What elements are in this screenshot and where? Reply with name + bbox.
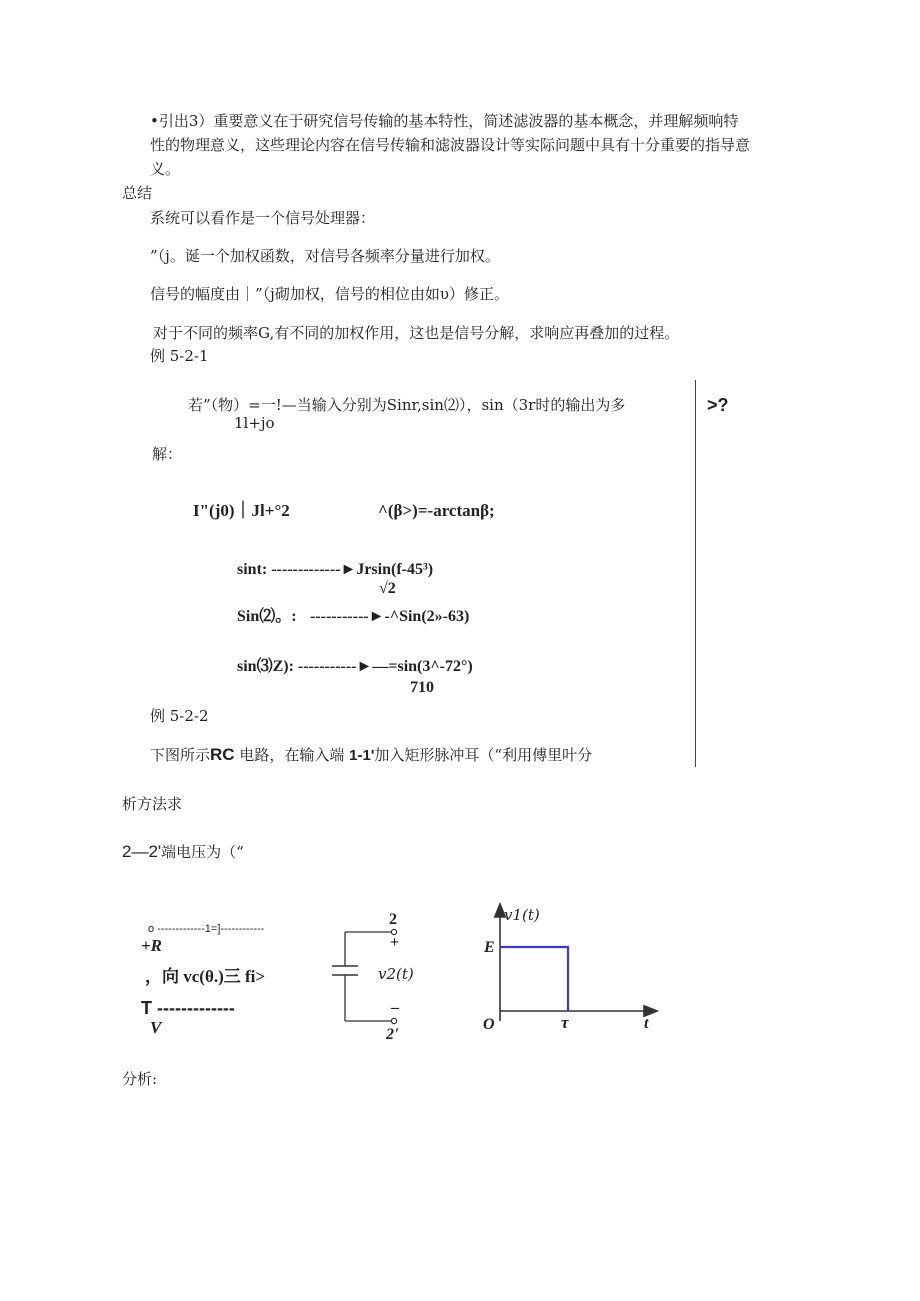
amplitude-label: E xyxy=(484,939,495,956)
pulse-plot xyxy=(470,895,670,1045)
equation-sin-3t-denominator: 710 xyxy=(410,679,434,696)
intro-line-1: •引出3）重要意义在于研究信号传输的基本特性，简述滤波器的基本概念，并理解频响特 xyxy=(150,112,739,130)
pulse-trace xyxy=(500,947,568,1011)
tau-label: τ xyxy=(561,1013,569,1032)
circuit-bottom-wire: T ------------- xyxy=(141,998,235,1018)
equation-sin-t: sint: -------------►Jrsin(f-45³) xyxy=(237,561,434,578)
circuit-top-wire: o -------------1=]------------ xyxy=(148,923,265,935)
question-rc: RC xyxy=(210,745,235,764)
solution-label: 解： xyxy=(152,445,183,463)
minus-sign: – xyxy=(391,999,399,1016)
example1-label: 例 5-2-1 xyxy=(150,347,209,365)
origin-label: O xyxy=(483,1016,495,1033)
summary-heading: 总结 xyxy=(122,184,153,202)
example2-question-continued: 析方法求 xyxy=(122,795,183,813)
resistor-label: +R xyxy=(141,936,163,955)
summary-paragraph-4: 对于不同的频率G,有不同的加权作用，这也是信号分解，求响应再叠加的过程。 xyxy=(153,324,680,342)
question-mid: 电路，在输入端 xyxy=(239,746,345,764)
equation-sin-3t: sin⑶Z): -----------►—=sin(3^-72°) xyxy=(237,658,473,675)
source-label: V xyxy=(150,1018,162,1037)
v2-label: v2(t) xyxy=(378,965,414,983)
summary-paragraph-2: ”（j。诞一个加权函数，对信号各频率分量进行加权。 xyxy=(150,247,500,265)
question-suffix: 加入矩形脉冲耳（“利用傅里叶分 xyxy=(374,746,593,764)
summary-paragraph-3: 信号的幅度由｜”（j砌加权，信号的相位由如υ）修正。 xyxy=(150,285,509,303)
plus-sign: + xyxy=(390,934,400,951)
example2-label: 例 5-2-2 xyxy=(150,707,209,725)
intro-line-2: 性的物理意义，这些理论内容在信号传输和滤波器设计等实际问题中具有十分重要的指导意 xyxy=(150,136,751,154)
question-port: 1-1' xyxy=(349,747,375,764)
time-axis-label: t xyxy=(644,1015,649,1032)
margin-rule xyxy=(695,380,696,767)
example1-question-denominator: 1l+jo xyxy=(234,414,275,432)
port-2-label: 2 xyxy=(389,911,397,928)
side-question-mark: >? xyxy=(707,395,729,415)
equation-phase: ^(β>)=-arctanβ; xyxy=(378,501,495,520)
question-prefix: 下图所示 xyxy=(150,746,211,764)
question-end: 端电压为（“ xyxy=(161,843,244,861)
equation-magnitude: I"(j0)｜Jl+°2 xyxy=(193,501,290,520)
example1-question: 若”（物）=一!—当输入分别为Sinr,sin⑵），sin（3r时的输出为多 xyxy=(188,396,626,414)
example2-question xyxy=(150,744,592,767)
capacitor-voltage-label: ，向 vc(θ.)三 fi> xyxy=(145,967,266,986)
equation-sin-2t-right: -----------►-^Sin(2»-63) xyxy=(310,608,470,625)
intro-line-3: 义。 xyxy=(150,160,181,178)
equation-sin-2t-left: Sin⑵。: xyxy=(237,608,297,625)
v1-axis-label: v1(t) xyxy=(504,906,540,924)
analysis-label: 分析: xyxy=(122,1070,158,1088)
port-2-prime-label: 2' xyxy=(386,1026,399,1043)
equation-sin-t-denominator: √2 xyxy=(379,580,396,597)
summary-paragraph-1: 系统可以看作是一个信号处理器： xyxy=(150,209,376,227)
example2-question-line-3 xyxy=(122,841,244,863)
question-port-2: 2—2' xyxy=(122,842,162,861)
